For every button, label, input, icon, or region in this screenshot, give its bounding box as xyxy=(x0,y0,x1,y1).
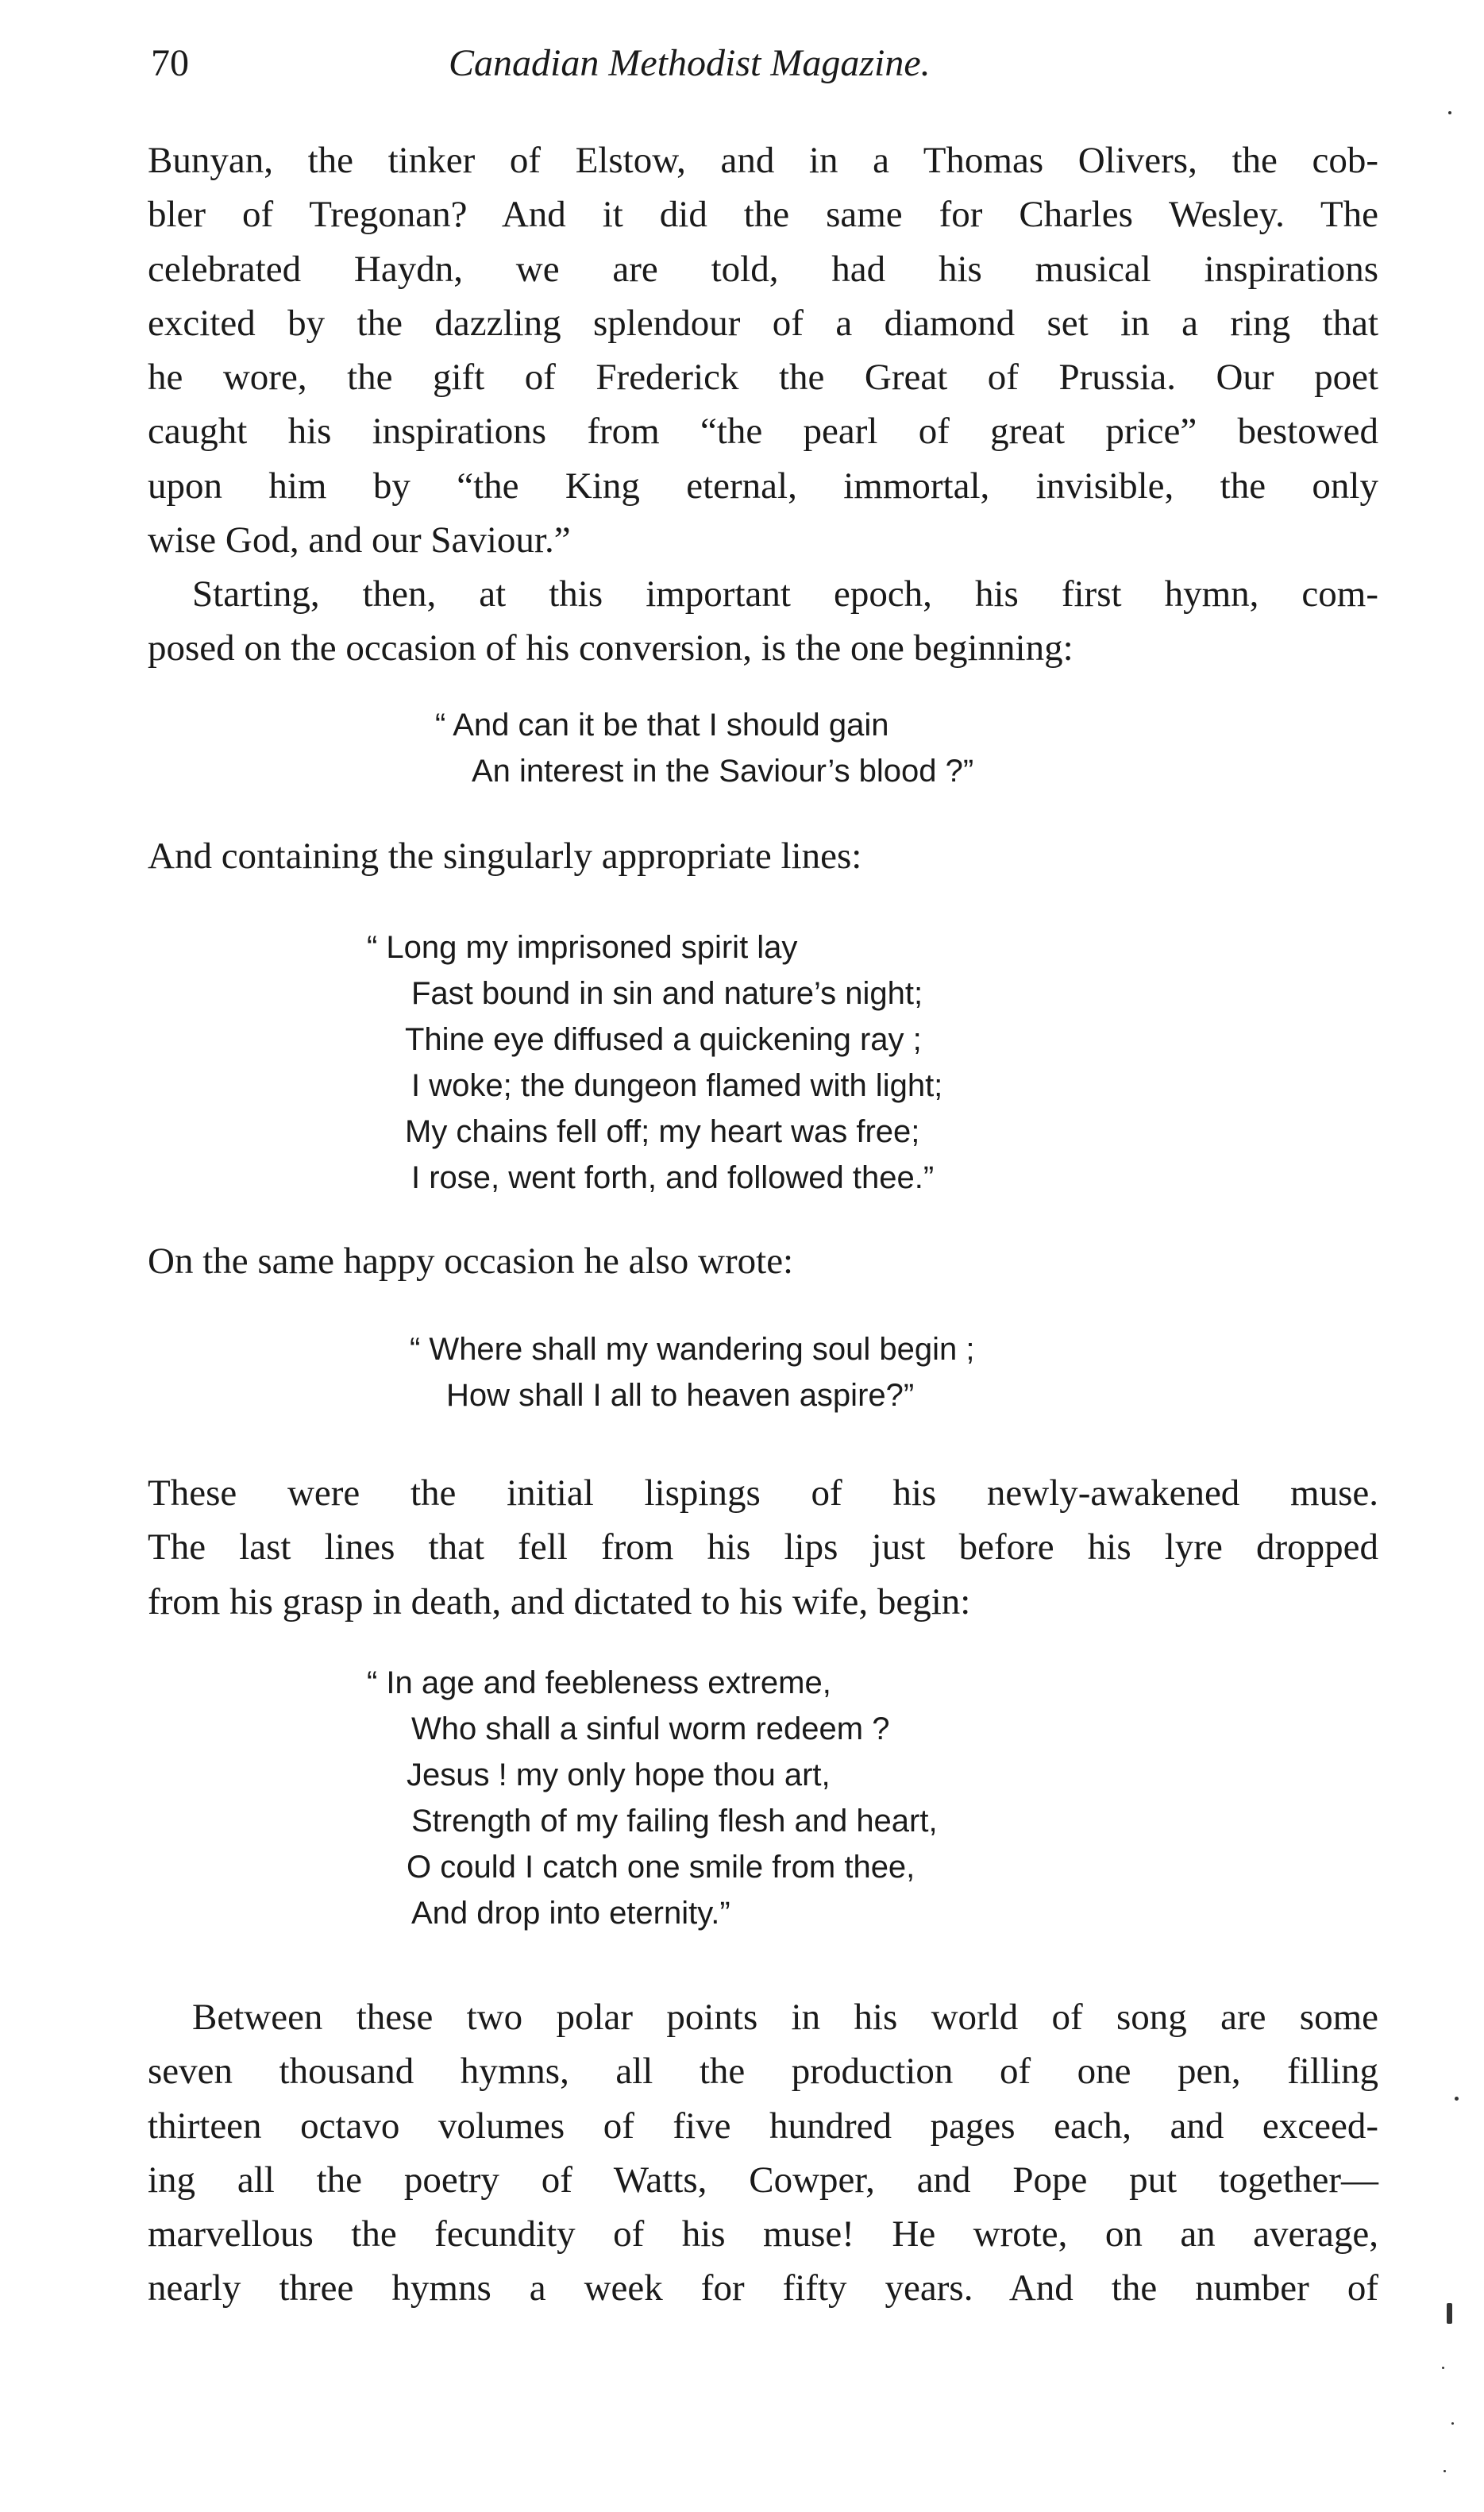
verse-line: Thine eye diffused a quickening ray ; xyxy=(405,1022,922,1057)
verse-line: “ And can it be that I should gain xyxy=(435,708,889,743)
verse-in-age-and-feebleness xyxy=(367,1660,938,1936)
verse-and-can-it-be xyxy=(435,702,973,794)
speck xyxy=(1455,2097,1459,2101)
speck xyxy=(1444,2470,1446,2472)
page-number: 70 xyxy=(151,42,189,84)
text-line: The last lines that fell from his lips just before his lyre dropped xyxy=(148,1526,1378,1569)
text-line: Starting, then, at this important epoch, his first hymn, com- xyxy=(192,573,1378,615)
text-line: Between these two polar points in his world of song are some xyxy=(192,1997,1378,2038)
text-line: he wore, the gift of Frederick the Great of Prussia. Our poet xyxy=(148,357,1378,399)
text-line: Bunyan, the tinker of Elstow, and in a Thomas Olivers, the cob- xyxy=(148,140,1378,181)
speck xyxy=(1442,2367,1444,2369)
page-header xyxy=(151,41,1390,105)
verse-line: Strength of my failing flesh and heart, xyxy=(411,1804,938,1839)
verse-line: And drop into eternity.” xyxy=(411,1896,730,1931)
paragraph-polar-points xyxy=(148,1990,1378,2316)
text-line: And containing the singularly appropriate lines: xyxy=(148,835,862,877)
verse-line: I rose, went forth, and followed thee.” xyxy=(411,1160,935,1195)
text-line: excited by the dazzling splendour of a diamond set in a ring that xyxy=(148,302,1378,344)
verse-line: An interest in the Saviour’s blood ?” xyxy=(472,754,974,789)
verse-line: “ In age and feebleness extreme, xyxy=(367,1665,831,1700)
text-line: On the same happy occasion he also wrote: xyxy=(148,1241,794,1282)
paragraph-initial-lispings xyxy=(148,1466,1378,1629)
text-line: wise God, and our Saviour.” xyxy=(148,519,571,561)
paragraph-bunyan-wesley xyxy=(148,133,1378,567)
verse-line: “ Long my imprisoned spirit lay xyxy=(367,930,798,965)
verse-line: I woke; the dungeon flamed with light; xyxy=(411,1068,943,1103)
text-line: bler of Tregonan? And it did the same for Charles Wesley. The xyxy=(148,194,1378,236)
text-line: These were the initial lispings of his newly-awakened muse. xyxy=(148,1472,1378,1514)
verse-line: Jesus ! my only hope thou art, xyxy=(407,1758,831,1792)
text-line: caught his inspirations from “the pearl of great price” bestowed xyxy=(148,411,1378,453)
speck xyxy=(1451,2422,1454,2425)
text-line: nearly three hymns a week for fifty years. And the number of xyxy=(148,2267,1378,2309)
speck xyxy=(1448,111,1451,114)
paragraph-appropriate-lines xyxy=(148,829,1378,883)
text-line: from his grasp in death, and dictated to his wife, begin: xyxy=(148,1580,971,1623)
text-line: celebrated Haydn, we are told, had his musical inspirations xyxy=(148,248,1378,290)
paragraph-first-hymn xyxy=(148,567,1378,676)
verse-line: How shall I all to heaven aspire?” xyxy=(446,1378,915,1413)
verse-line: Who shall a sinful worm redeem ? xyxy=(411,1711,890,1746)
text-line: seven thousand hymns, all the production of one pen, filling xyxy=(148,2051,1378,2093)
scan-margin-specks xyxy=(1437,48,1477,2510)
verse-line: O could I catch one smile from thee, xyxy=(407,1850,915,1885)
verse-line: “ Where shall my wandering soul begin ; xyxy=(410,1332,975,1367)
verse-where-shall-my-wandering-soul xyxy=(410,1326,974,1418)
paragraph-same-happy-occasion xyxy=(148,1234,1378,1288)
speck xyxy=(1447,2303,1452,2324)
text-line: posed on the occasion of his conversion, is the one beginning: xyxy=(148,627,1073,669)
running-title: Canadian Methodist Magazine. xyxy=(449,42,931,84)
text-line: upon him by “the King eternal, immortal, invisible, the only xyxy=(148,465,1378,507)
verse-line: Fast bound in sin and nature’s night; xyxy=(411,976,923,1011)
text-line: thirteen octavo volumes of five hundred pages each, and exceed- xyxy=(148,2105,1378,2147)
text-line: ing all the poetry of Watts, Cowper, and Pope put together— xyxy=(148,2159,1378,2201)
verse-line: My chains fell off; my heart was free; xyxy=(405,1114,920,1149)
verse-long-my-imprisoned-spirit xyxy=(367,924,942,1201)
text-line: marvellous the fecundity of his muse! He wrote, on an average, xyxy=(148,2213,1378,2255)
